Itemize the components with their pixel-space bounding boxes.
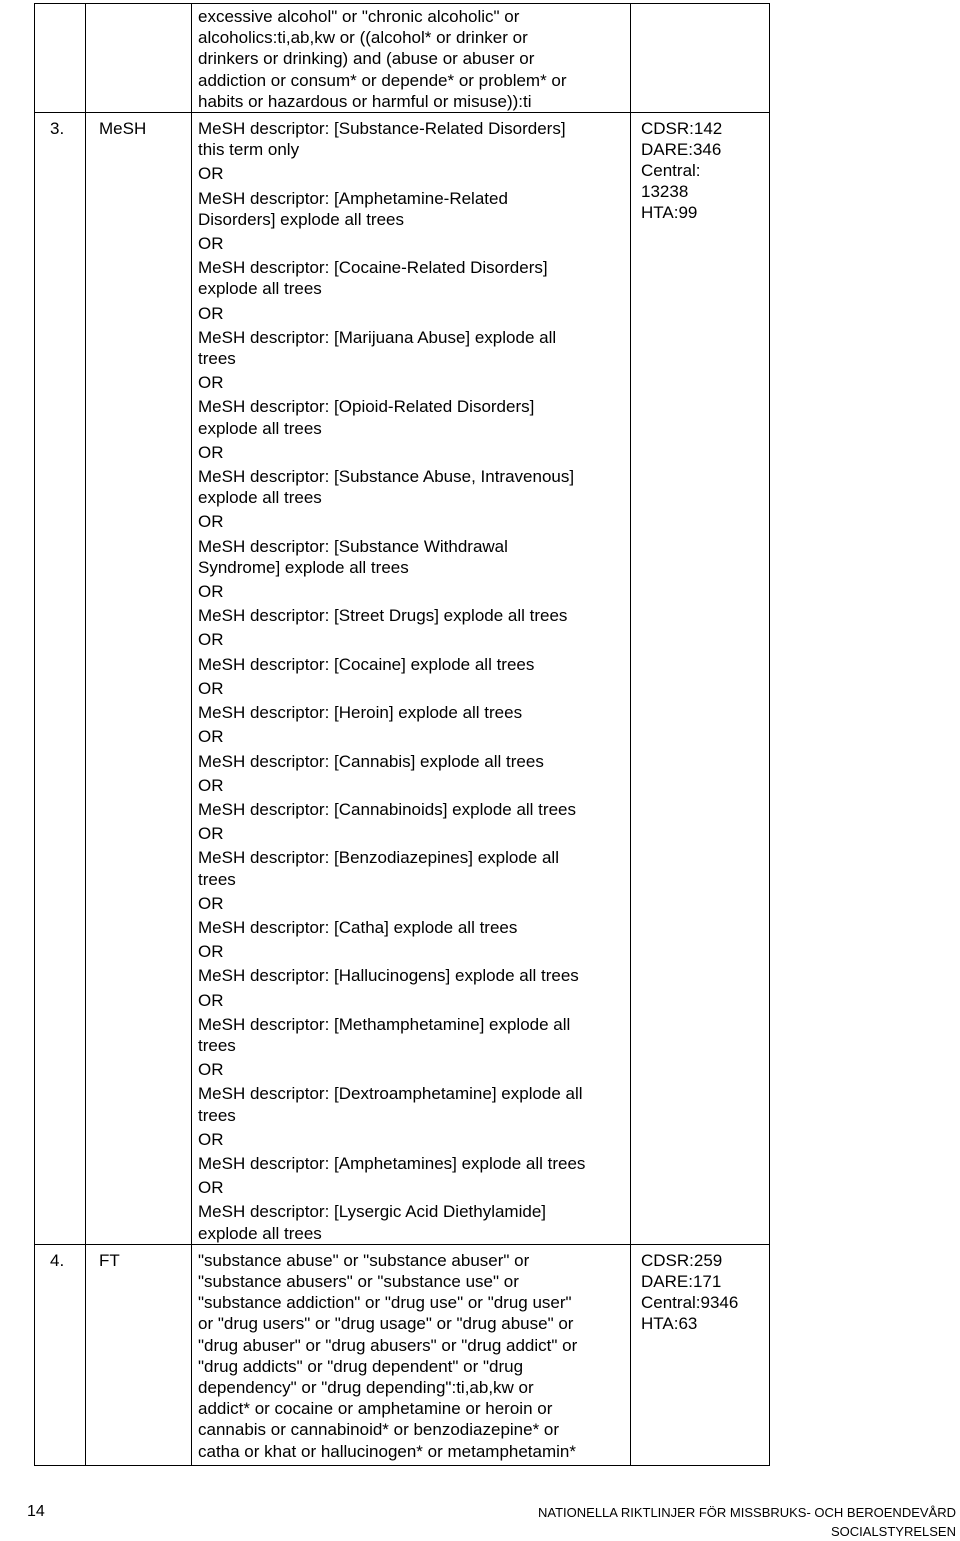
search-hits-cell xyxy=(631,4,770,113)
search-type-cell: MeSH xyxy=(86,113,192,1245)
hits-line: Central: xyxy=(641,161,701,181)
search-query-cell xyxy=(192,113,631,1245)
boolean-operator: OR xyxy=(198,234,224,254)
boolean-operator: OR xyxy=(198,630,224,650)
hits-line: CDSR:142 xyxy=(641,119,723,139)
mesh-descriptor xyxy=(198,847,626,889)
query-line: "substance addiction" or "drug use" or "drug user" xyxy=(198,1293,572,1313)
mesh-descriptor xyxy=(198,917,626,938)
search-query-cell xyxy=(192,1244,631,1465)
mesh-descriptor xyxy=(198,799,626,820)
boolean-operator: OR xyxy=(198,727,224,747)
query-line: explode all trees xyxy=(198,1223,322,1243)
query-line: MeSH descriptor: [Catha] explode all trees xyxy=(198,917,518,937)
footer-publisher: SOCIALSTYRELSEN xyxy=(831,1524,956,1539)
hits-line: HTA:99 xyxy=(641,203,698,223)
boolean-operator: OR xyxy=(198,990,224,1010)
mesh-descriptor xyxy=(198,1014,626,1056)
page-number: 14 xyxy=(27,1503,45,1520)
mesh-descriptor xyxy=(198,257,626,299)
boolean-operator: OR xyxy=(198,824,224,844)
mesh-descriptor xyxy=(198,118,626,160)
boolean-operator: OR xyxy=(198,1178,224,1198)
hits-line: DARE:346 xyxy=(641,140,722,160)
query-line: "drug addicts" or "drug dependent" or "drug xyxy=(198,1356,524,1376)
query-line: MeSH descriptor: [Cannabis] explode all trees xyxy=(198,751,544,771)
mesh-descriptor xyxy=(198,1083,626,1125)
query-line: explode all trees xyxy=(198,488,322,508)
search-number-cell: 3. xyxy=(35,113,86,1245)
table-row-search-3 xyxy=(35,113,770,1245)
query-line: MeSH descriptor: [Amphetamines] explode all trees xyxy=(198,1153,586,1173)
boolean-operator: OR xyxy=(198,1129,224,1149)
mesh-descriptor xyxy=(198,965,626,986)
query-line: cannabis or cannabinoid* or benzodiazepine* or xyxy=(198,1420,560,1440)
query-line: MeSH descriptor: [Substance Withdrawal xyxy=(198,536,508,556)
search-type-cell: FT xyxy=(86,1244,192,1465)
mesh-descriptor xyxy=(198,466,626,508)
search-hits-cell xyxy=(631,113,770,1245)
hits-line: DARE:171 xyxy=(641,1271,722,1291)
query-line: dependency" or "drug depending":ti,ab,kw or xyxy=(198,1377,534,1397)
boolean-operator: OR xyxy=(198,442,224,462)
mesh-descriptor xyxy=(198,188,626,230)
query-line: "drug abuser" or "drug abusers" or "drug addict" or xyxy=(198,1335,578,1355)
query-line: addict* or cocaine or amphetamine or heroin or xyxy=(198,1399,553,1419)
mesh-descriptor xyxy=(198,1153,626,1174)
mesh-descriptor xyxy=(198,605,626,626)
query-line: trees xyxy=(198,869,236,889)
query-line: MeSH descriptor: [Opioid-Related Disorders] xyxy=(198,397,535,417)
query-line: MeSH descriptor: [Cocaine-Related Disorders] xyxy=(198,258,548,278)
search-number-cell: 4. xyxy=(35,1244,86,1465)
boolean-operator: OR xyxy=(198,893,224,913)
boolean-operator: OR xyxy=(198,373,224,393)
boolean-operator: OR xyxy=(198,942,224,962)
hits-line: HTA:63 xyxy=(641,1314,698,1334)
mesh-descriptor xyxy=(198,654,626,675)
footer-title-line: NATIONELLA RIKTLINJER FÖR MISSBRUKS- OCH BEROENDEVÅRD xyxy=(538,1505,956,1520)
search-number-cell xyxy=(35,4,86,113)
search-query-cell xyxy=(192,4,631,113)
query-line: this term only xyxy=(198,140,300,160)
query-line: drinkers or drinking) and (abuse or abuser or xyxy=(198,49,535,69)
mesh-descriptor xyxy=(198,702,626,723)
mesh-descriptor xyxy=(198,396,626,438)
query-line: MeSH descriptor: [Amphetamine-Related xyxy=(198,188,508,208)
boolean-operator: OR xyxy=(198,1060,224,1080)
query-line: trees xyxy=(198,1105,236,1125)
query-line: "substance abusers" or "substance use" or xyxy=(198,1271,519,1291)
table-row-search-4 xyxy=(35,1244,770,1465)
query-line: excessive alcohol" or "chronic alcoholic" or xyxy=(198,7,520,26)
hits-line: CDSR:259 xyxy=(641,1250,723,1270)
query-line: MeSH descriptor: [Heroin] explode all trees xyxy=(198,703,523,723)
query-line: MeSH descriptor: [Lysergic Acid Diethylamide] xyxy=(198,1202,547,1222)
query-line: alcoholics:ti,ab,kw or ((alcohol* or drinker or xyxy=(198,28,528,48)
mesh-descriptor xyxy=(198,536,626,578)
query-line: MeSH descriptor: [Benzodiazepines] explode all xyxy=(198,848,559,868)
query-line: MeSH descriptor: [Methamphetamine] explode all xyxy=(198,1014,571,1034)
query-line: Disorders] explode all trees xyxy=(198,209,404,229)
footer-title xyxy=(538,1503,956,1541)
boolean-operator: OR xyxy=(198,678,224,698)
query-line: MeSH descriptor: [Cocaine] explode all trees xyxy=(198,654,535,674)
query-line: MeSH descriptor: [Hallucinogens] explode all trees xyxy=(198,966,579,986)
table-row-continued xyxy=(35,4,770,113)
boolean-operator: OR xyxy=(198,582,224,602)
query-line: Syndrome] explode all trees xyxy=(198,557,409,577)
query-line: trees xyxy=(198,1035,236,1055)
query-line: MeSH descriptor: [Dextroamphetamine] explode all xyxy=(198,1084,583,1104)
boolean-operator: OR xyxy=(198,303,224,323)
query-line: MeSH descriptor: [Marijuana Abuse] explode all xyxy=(198,327,557,347)
boolean-operator: OR xyxy=(198,512,224,532)
query-line: "substance abuse" or "substance abuser" or xyxy=(198,1250,530,1270)
query-line: catha or khat or hallucinogen* or metamphetamin* xyxy=(198,1441,576,1461)
hits-line: 13238 xyxy=(641,182,689,202)
boolean-operator: OR xyxy=(198,775,224,795)
boolean-operator: OR xyxy=(198,164,224,184)
query-line: explode all trees xyxy=(198,418,322,438)
query-line: MeSH descriptor: [Substance-Related Disorders] xyxy=(198,119,566,139)
query-line: trees xyxy=(198,349,236,369)
query-line: MeSH descriptor: [Substance Abuse, Intravenous] xyxy=(198,467,575,487)
query-line: or "drug users" or "drug usage" or "drug abuse" or xyxy=(198,1314,574,1334)
query-line: explode all trees xyxy=(198,279,322,299)
query-line: MeSH descriptor: [Cannabinoids] explode all trees xyxy=(198,799,576,819)
hits-line: Central:9346 xyxy=(641,1293,739,1313)
mesh-descriptor xyxy=(198,1201,626,1243)
mesh-descriptor xyxy=(198,327,626,369)
search-hits-cell xyxy=(631,1244,770,1465)
query-line: MeSH descriptor: [Street Drugs] explode all trees xyxy=(198,606,568,626)
query-line: addiction or consum* or depende* or problem* or xyxy=(198,70,567,90)
mesh-descriptor xyxy=(198,751,626,772)
search-strategy-table xyxy=(34,3,770,1466)
search-type-cell xyxy=(86,4,192,113)
query-line: habits or hazardous or harmful or misuse)):ti xyxy=(198,91,532,111)
